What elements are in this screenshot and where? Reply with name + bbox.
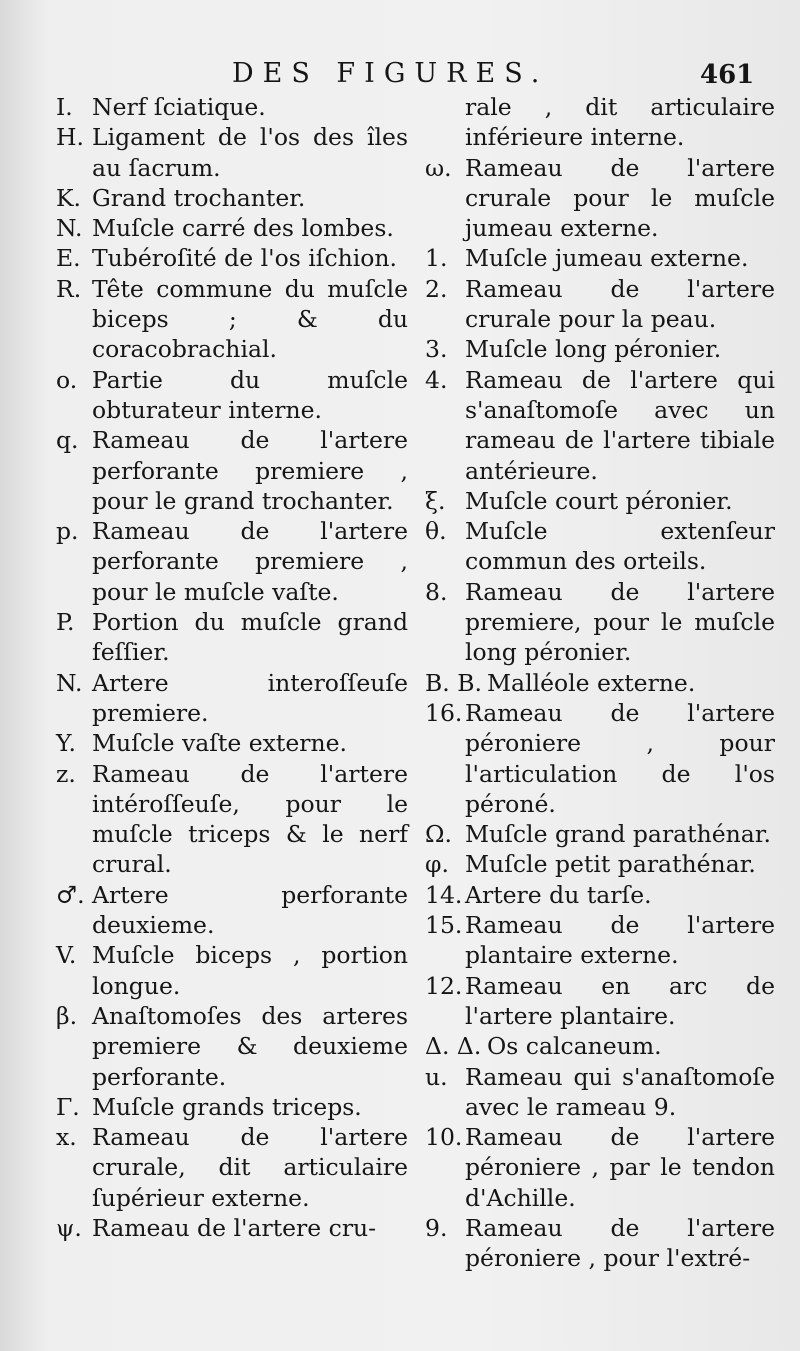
legend-entry: [56, 274, 408, 365]
entry-key: ψ.: [56, 1213, 82, 1242]
right-column: [425, 92, 775, 1274]
entry-text: Artere perforante deuxieme.: [92, 880, 408, 940]
legend-entry: [56, 365, 408, 426]
entry-text: Rameau en arc de l'artere plantaire.: [465, 971, 775, 1030]
entry-text: Muſcle petit parathénar.: [465, 850, 756, 879]
legend-entry: [425, 577, 775, 668]
entry-key: θ.: [425, 517, 447, 546]
legend-entry: [425, 486, 775, 516]
entry-key: ♂.: [56, 880, 85, 909]
entry-text: Os calcaneum.: [487, 1032, 662, 1061]
entry-text: Rameau de l'artere cru-: [92, 1213, 377, 1242]
entry-key: 12.: [425, 971, 463, 1000]
entry-text: Rameau de l'artere crurale pour la peau.: [465, 274, 775, 334]
legend-entry: [56, 122, 408, 183]
legend-entry: [425, 516, 775, 577]
entry-text: Tubéroſité de l'os iſchion.: [92, 244, 398, 273]
entry-text: Grand trochanter.: [92, 183, 306, 212]
entry-text: rale , dit articulaire inférieure interne.: [465, 93, 775, 152]
entry-text: Rameau de l'artere péroniere , pour l'extré-: [465, 1213, 775, 1273]
legend-entry-continued: [425, 92, 775, 153]
entry-text: Rameau de l'artere perforante premiere , pour le grand trochanter.: [92, 426, 408, 515]
entry-key: x.: [56, 1123, 77, 1152]
entry-key: N.: [56, 668, 83, 697]
legend-entry: [425, 243, 775, 273]
running-head: DES FIGURES.: [232, 58, 549, 89]
legend-entry: [56, 183, 408, 213]
legend-entry: [56, 668, 408, 729]
legend-entry: [56, 213, 408, 243]
legend-entry: [56, 1213, 408, 1243]
entry-text: Partie du muſcle obturateur interne.: [92, 365, 408, 424]
entry-key: 4.: [425, 365, 448, 394]
legend-entry: [56, 92, 408, 122]
entry-key: N.: [56, 214, 83, 243]
entry-text: Portion du muſcle grand feſſier.: [92, 608, 408, 667]
legend-entry: [56, 243, 408, 273]
entry-key: E.: [56, 244, 81, 273]
entry-key: u.: [425, 1062, 448, 1091]
legend-entry: [425, 849, 775, 879]
entry-key: K.: [56, 183, 82, 212]
legend-entry: [425, 668, 775, 698]
legend-entry: [425, 274, 775, 335]
left-column: [56, 92, 408, 1243]
entry-text: Tête commune du muſcle biceps ; & du coracobrachial.: [92, 274, 408, 364]
page-number: 461: [700, 60, 755, 90]
legend-entry: [425, 880, 775, 910]
legend-entry: [425, 1062, 775, 1123]
legend-entry: [56, 516, 408, 607]
entry-key: I.: [56, 93, 73, 121]
entry-text: Rameau de l'artere crurale, dit articulaire ſupérieur externe.: [92, 1123, 408, 1212]
legend-entry: [56, 425, 408, 516]
entry-text: Muſcle court péronier.: [465, 486, 733, 515]
entry-text: Muſcle grands triceps.: [92, 1092, 362, 1121]
entry-key: 14.: [425, 880, 463, 909]
entry-text: Rameau de l'artere plantaire externe.: [465, 911, 775, 970]
entry-key: 1.: [425, 244, 448, 273]
entry-key: 3.: [425, 335, 448, 364]
entry-key: Y.: [56, 729, 76, 758]
legend-entry: [425, 910, 775, 971]
entry-text: Muſcle long péronier.: [465, 335, 722, 364]
legend-entry: [56, 607, 408, 668]
entry-text: Artere du tarſe.: [465, 880, 652, 909]
entry-key: Δ. Δ.: [425, 1032, 482, 1061]
entry-key: ξ.: [425, 486, 446, 515]
entry-text: Rameau de l'artere perforante premiere , pour le muſcle vaſte.: [92, 517, 408, 606]
legend-entry: [425, 153, 775, 244]
entry-text: Rameau de l'artere péroniere , pour l'articulation de l'os péroné.: [465, 698, 775, 818]
entry-text: Nerf ſciatique.: [92, 93, 266, 121]
legend-entry: [425, 819, 775, 849]
entry-key: 10.: [425, 1123, 463, 1152]
legend-entry: [425, 698, 775, 819]
entry-key: B. B.: [425, 668, 482, 697]
entry-key: Ω.: [425, 820, 452, 849]
entry-key: H.: [56, 123, 84, 152]
legend-entry: [56, 728, 408, 758]
entry-text: Rameau de l'artere premiere, pour le muſcle long péronier.: [465, 577, 775, 667]
legend-entry: [56, 880, 408, 941]
entry-key: ω.: [425, 153, 452, 182]
entry-text: Muſcle grand parathénar.: [465, 820, 771, 849]
entry-text: Rameau de l'artere crurale pour le muſcle jumeau externe.: [465, 153, 775, 243]
entry-key: 8.: [425, 577, 448, 606]
entry-text: Rameau de l'artere péroniere , par le tendon d'Achille.: [465, 1123, 775, 1212]
entry-text: Muſcle carré des lombes.: [92, 214, 394, 243]
entry-key: 2.: [425, 274, 448, 303]
entry-key: β.: [56, 1001, 78, 1030]
entry-text: Rameau qui s'anaſtomoſe avec le rameau 9.: [465, 1062, 775, 1121]
entry-text: Muſcle biceps , portion longue.: [92, 941, 408, 1000]
legend-entry: [425, 334, 775, 364]
entry-key: p.: [56, 517, 79, 546]
entry-key: z.: [56, 759, 76, 788]
entry-text: Anaſtomoſes des arteres premiere & deuxieme perforante.: [92, 1001, 408, 1091]
legend-entry: [425, 971, 775, 1032]
entry-key: R.: [56, 274, 82, 303]
entry-key: 16.: [425, 698, 463, 727]
entry-key: q.: [56, 426, 79, 455]
entry-key: Γ.: [56, 1092, 80, 1121]
legend-entry: [425, 1031, 775, 1061]
entry-key: 9.: [425, 1213, 448, 1242]
entry-text: Rameau de l'artere intéroſſeuſe, pour le muſcle triceps & le nerf crural.: [92, 759, 408, 879]
entry-key: P.: [56, 608, 75, 637]
legend-entry: [425, 1122, 775, 1213]
entry-text: Artere interoſſeuſe premiere.: [92, 668, 408, 727]
legend-entry: [425, 1213, 775, 1274]
entry-text: Muſcle vaſte externe.: [92, 729, 348, 758]
legend-entry: [425, 365, 775, 486]
entry-key: V.: [56, 941, 77, 970]
legend-entry: [56, 1001, 408, 1092]
legend-entry: [56, 1122, 408, 1213]
entry-text: Rameau de l'artere qui s'anaſtomoſe avec un rameau de l'artere tibiale antérieure.: [465, 365, 775, 485]
legend-entry: [56, 759, 408, 880]
entry-key: o.: [56, 365, 78, 394]
entry-key: 15.: [425, 911, 463, 940]
entry-key: [425, 92, 465, 153]
legend-entry: [56, 1092, 408, 1122]
entry-text: Muſcle jumeau externe.: [465, 244, 749, 273]
entry-text: Ligament de l'os des îles au ſacrum.: [92, 123, 408, 182]
entry-text: Malléole externe.: [487, 668, 696, 697]
entry-text: Muſcle extenſeur commun des orteils.: [465, 517, 775, 576]
entry-key: φ.: [425, 850, 449, 879]
legend-entry: [56, 940, 408, 1001]
